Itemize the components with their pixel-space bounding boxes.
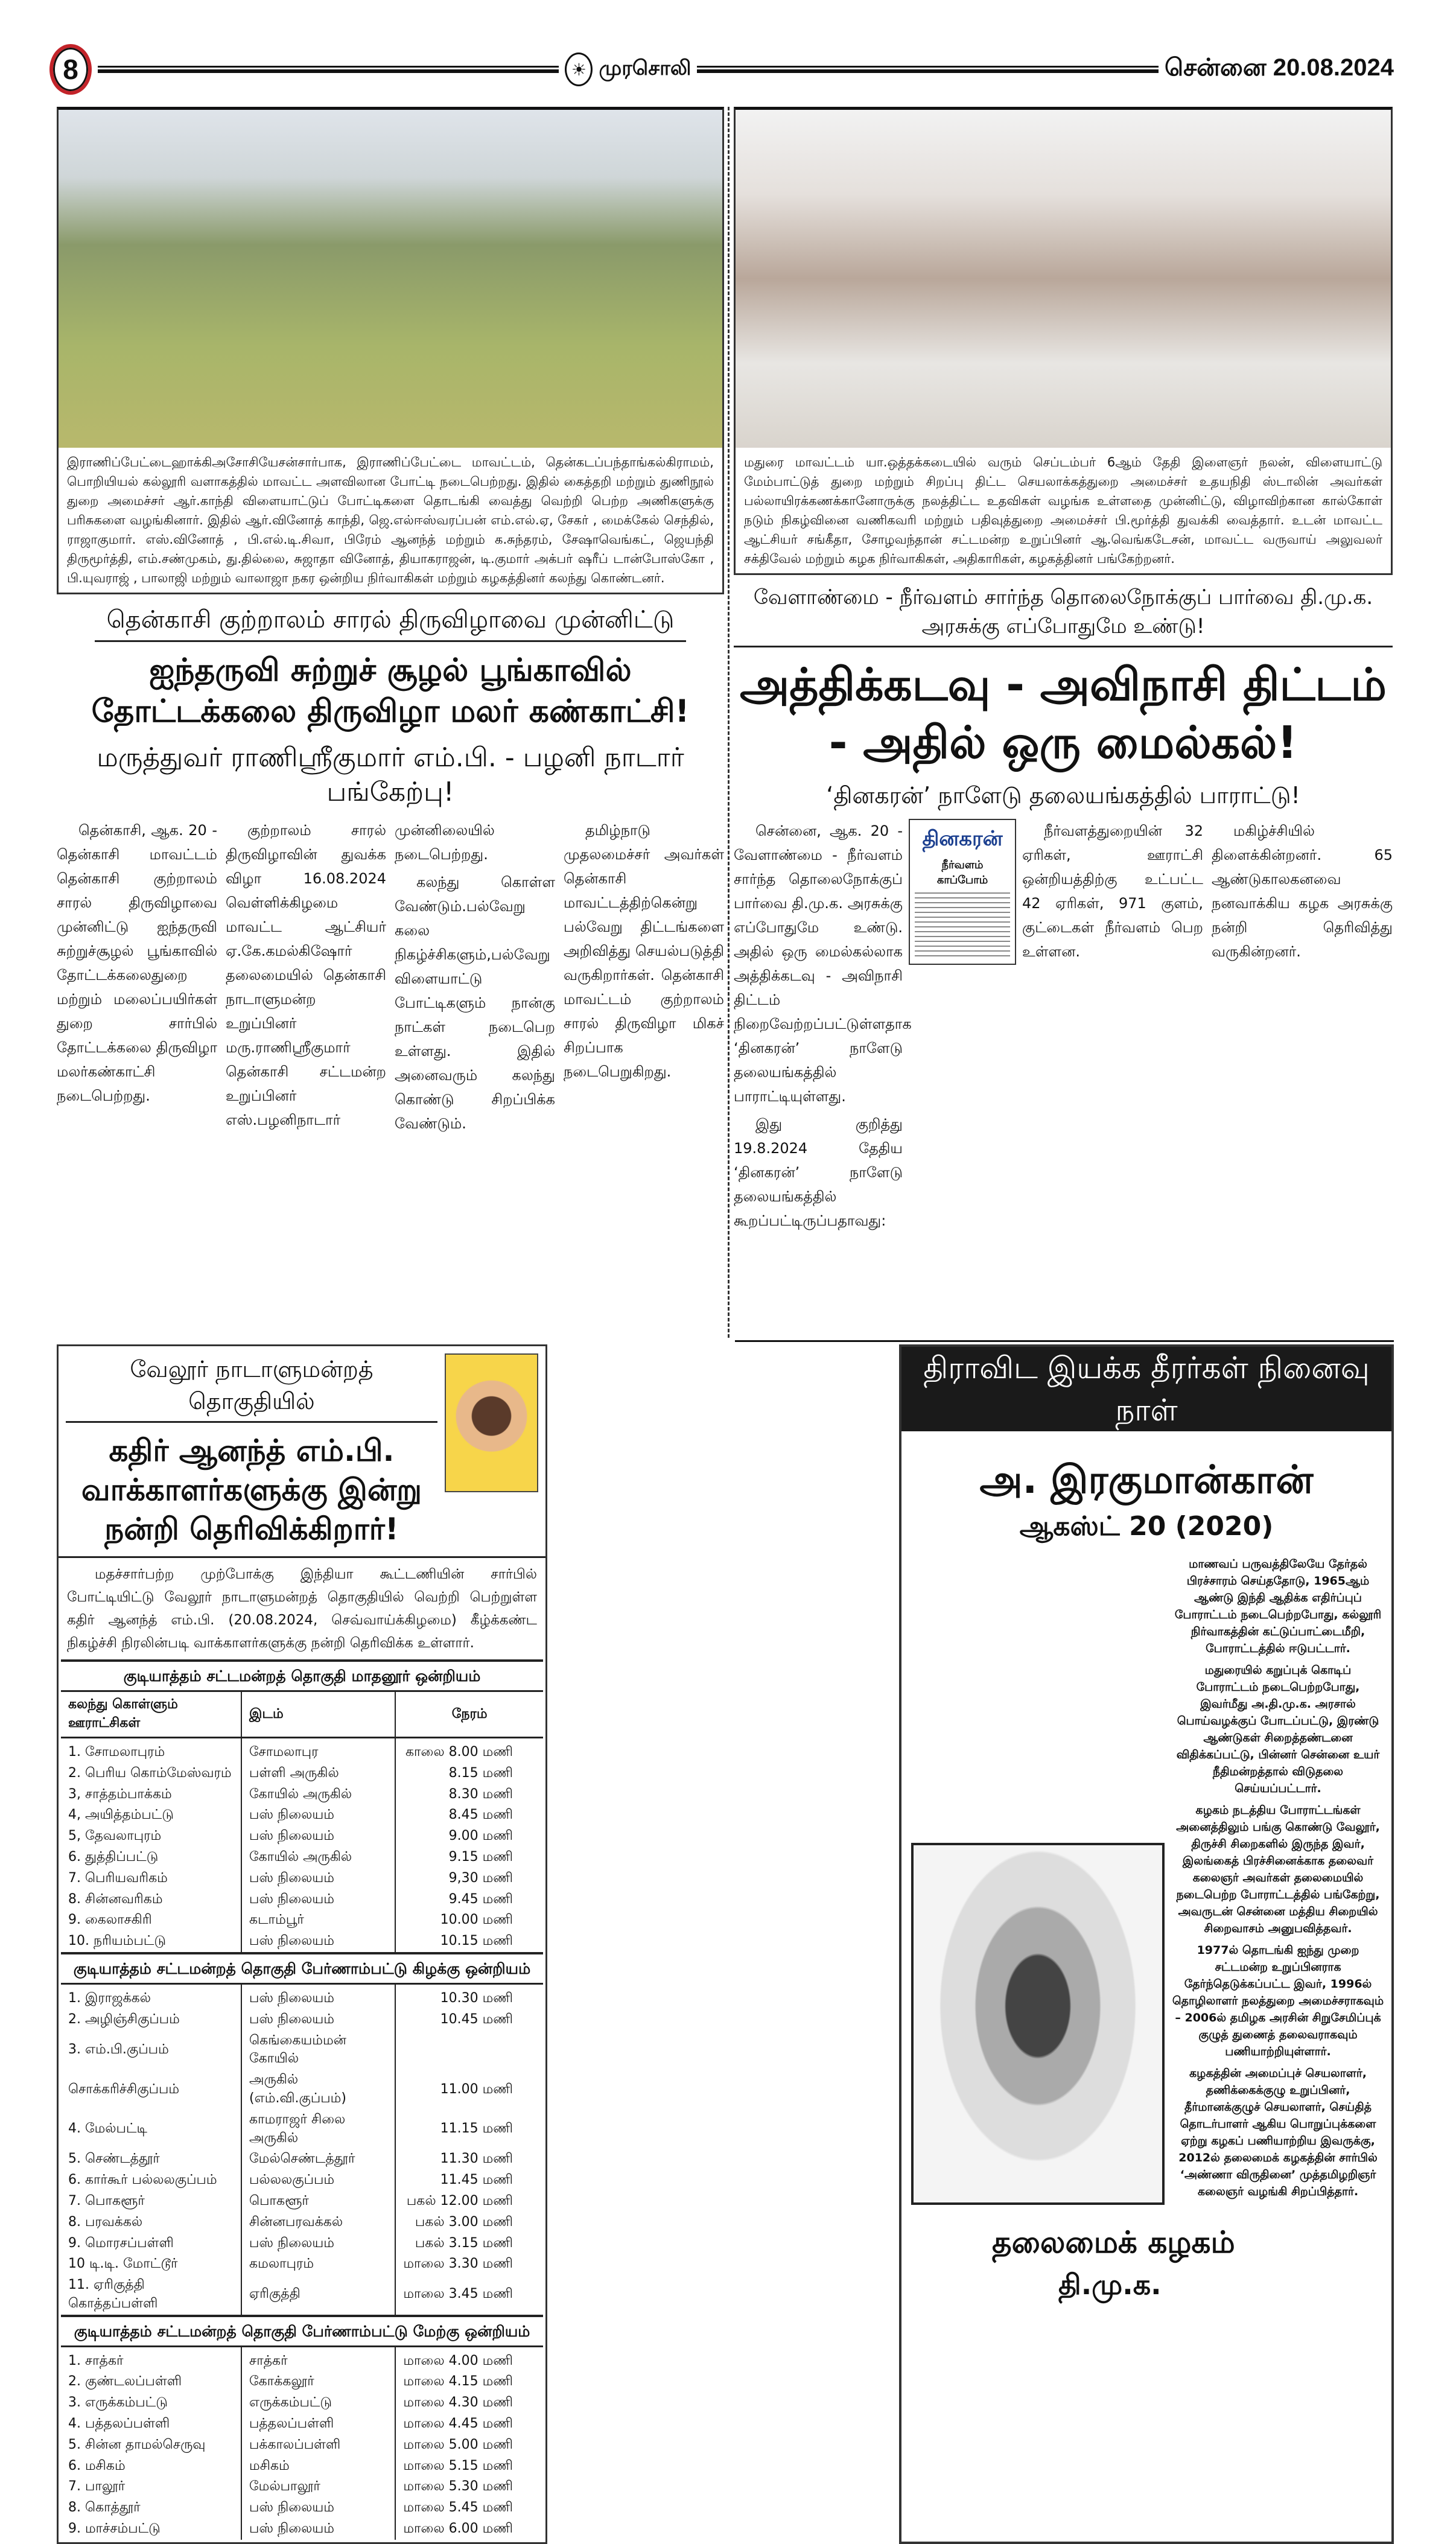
table-cell: மாலை 6.00 மணி — [403, 2521, 513, 2537]
table-row — [61, 2149, 543, 2170]
table-cell: பத்தலப்பள்ளி — [241, 2414, 395, 2435]
paragraph: சென்னை, ஆக. 20 - வேளாண்மை - நீர்வளம் சார்ந்த தொலைநோக்குப் பார்வை தி.மு.க. அரசுக்கு எப்போதுமே உண்டு. அதில் ஒரு மைல்கல்லாக அத்திக்கடவு - அவிநாசி திட்டம் நிறைவேற்றப்பட்டுள்ளதாக ‘தினகரன்’ நாளேடு தலையங்கத்தில் பாராட்டியுள்ளது. — [734, 822, 912, 1105]
table-cell: மாலை 4.45 மணி — [403, 2416, 513, 2432]
vellore-kicker: வேலூர் நாடாளுமன்றத் தொகுதியில் — [66, 1353, 437, 1423]
continued-column — [733, 1344, 893, 2544]
table-row — [61, 1763, 543, 1784]
memorial-notice — [899, 1344, 1394, 2544]
table-cell: மாலை 4.15 மணி — [403, 2374, 513, 2390]
table-cell: சின்னபரவக்கல் — [241, 2212, 395, 2233]
table-cell: பஸ் நிலையம் — [241, 2498, 395, 2519]
table-cell: கடாம்பூர் — [241, 1910, 395, 1931]
section-title: குடியாத்தம் சட்டமன்றத் தொகுதி மாதனூர் ஒன்றியம் — [61, 1661, 543, 1691]
section-title-row — [61, 1953, 543, 1984]
table-cell: 2. பெரிய கொம்மேஸ்வரம் — [61, 1763, 241, 1784]
table-cell: சொக்கரிச்சிகுப்பம் — [61, 2070, 241, 2110]
table-cell: மேல்செண்டத்தூர் — [241, 2149, 395, 2170]
table-cell: பஸ் நிலையம் — [241, 1826, 395, 1847]
table-cell: பஸ் நிலையம் — [241, 2519, 395, 2540]
table-cell: பஸ் நிலையம் — [241, 2233, 395, 2254]
dinakaran-clipping — [909, 819, 1016, 965]
table-row — [61, 1910, 543, 1931]
table-cell: பஸ் நிலையம் — [241, 2009, 395, 2030]
table-row — [61, 1737, 543, 1763]
table-cell: 7. பெரியவரிகம் — [61, 1868, 241, 1889]
page-body — [57, 107, 1394, 2544]
table-row — [61, 2030, 543, 2070]
vellore-thanks-notice — [57, 1344, 547, 2544]
dinakaran-logo: தினகரன் — [922, 826, 1003, 851]
table-cell: மேல்பாலூர் — [241, 2476, 395, 2498]
memorial-biography — [1172, 1556, 1384, 2205]
table-cell: 9. மொரசப்பள்ளி — [61, 2233, 241, 2254]
table-row — [61, 2275, 543, 2316]
table-cell: 7. பாலூர் — [61, 2476, 241, 2498]
vellore-top — [59, 1346, 545, 1556]
table-cell: பொகளூர் — [241, 2191, 395, 2212]
table-row — [61, 1784, 543, 1805]
table-row — [61, 2346, 543, 2371]
table-cell: 9. மாச்சம்பட்டு — [61, 2519, 241, 2540]
table-cell: மாலை 4.30 மணி — [403, 2395, 513, 2411]
table-cell: 2. குண்டலப்பள்ளி — [61, 2371, 241, 2393]
table-cell: பல்லலகுப்பம் — [241, 2170, 395, 2191]
tenkasi-continued-column — [555, 1344, 724, 2544]
schedule-table-wrap — [59, 1659, 545, 2542]
bio-paragraph: மாணவப் பருவத்திலேயே தேர்தல் பிரச்சாரம் செய்ததோடு, 1965ஆம் ஆண்டு இந்தி ஆதிக்க எதிர்ப்புப் போராட்டம் நடைபெற்றபோது, கல்லூரி நிர்வாகத்தின் கட்டுப்பாட்டைமீறி, போராட்டத்தில் ஈடுபட்டார். — [1174, 1557, 1382, 1656]
rising-sun-logo-icon: ☀ — [565, 52, 593, 86]
header-rule — [697, 66, 1158, 73]
table-cell: 6. கார்கூர் பல்லலகுப்பம் — [61, 2170, 241, 2191]
signatory-org: தலைமைக் கழகம் — [992, 2225, 1235, 2260]
hockey-event-photo — [59, 110, 722, 448]
table-cell: 1. இராஜக்கல் — [61, 1983, 241, 2009]
table-cell: 8. கொத்தூர் — [61, 2498, 241, 2519]
table-cell: 1. சோமலாபுரம் — [61, 1737, 241, 1763]
bio-paragraph: கழகம் நடத்திய போராட்டங்கள் அனைத்திலும் பங்கு கொண்டு வேலூர், திருச்சி சிறைகளில் இருந்த இவர், இலங்கைத் பிரச்சினைக்காக தலைவர் கலைஞர் அவர்கள் தலைமையில் நடைபெற்ற போராட்டத்தில் பங்கேற்று, அவருடன் சென்னை மத்திய சிறையில் சிறைவாசம் அனுபவித்தவர். — [1176, 1804, 1380, 1936]
table-cell: 10 டி.டி. மோட்டூர் — [61, 2254, 241, 2275]
table-cell: மாலை 5.30 மணி — [403, 2479, 513, 2495]
table-cell: 8.15 மணி — [448, 1765, 513, 1781]
table-cell: 4. பத்தலப்பள்ளி — [61, 2414, 241, 2435]
table-cell: எருக்கம்பட்டு — [241, 2393, 395, 2414]
table-cell: 8. பரவக்கல் — [61, 2212, 241, 2233]
right-column — [734, 107, 1393, 1338]
table-cell: மாலை 5.45 மணி — [403, 2500, 513, 2516]
section-title-row — [61, 2316, 543, 2347]
table-cell: பஸ் நிலையம் — [241, 1868, 395, 1889]
athikadavu-headline: அத்திக்கடவு - அவிநாசி திட்டம் - அதில் ஒரு மைல்கல்! — [740, 659, 1387, 769]
table-cell: 10.30 மணி — [440, 1990, 513, 2006]
table-cell: 11.00 மணி — [440, 2081, 513, 2097]
table-row — [61, 1847, 543, 1868]
table-row — [61, 2233, 543, 2254]
memorial-date: ஆகஸ்ட் 20 (2020) — [1019, 1511, 1274, 1542]
photo-story-madurai — [734, 107, 1393, 575]
athikadavu-subhead: ‘தினகரன்’ நாளேடு தலையங்கத்தில் பாராட்டு! — [826, 781, 1300, 809]
athikadavu-kicker: வேளாண்மை - நீர்வளம் சார்ந்த தொலைநோக்குப் பார்வை தி.மு.க. அரசுக்கு எப்போதுமே உண்டு! — [734, 584, 1393, 647]
table-cell: காலை 8.00 மணி — [405, 1744, 513, 1760]
table-cell: 10. நரியம்பட்டு — [61, 1931, 241, 1953]
table-cell: பஸ் நிலையம் — [241, 1889, 395, 1910]
table-cell: 6. மசிகம் — [61, 2456, 241, 2477]
table-cell: 10.00 மணி — [440, 1912, 513, 1928]
table-row — [61, 1931, 543, 1953]
vellore-headline: கதிர் ஆனந்த் எம்.பி. வாக்காளர்களுக்கு இன்று நன்றி தெரிவிக்கிறார்! — [81, 1433, 422, 1547]
masthead: ☀ முரசொலி — [565, 52, 691, 86]
table-row — [61, 1805, 543, 1826]
paragraph: மகிழ்ச்சியில் திளைக்கின்றனர். 65 ஆண்டுகாலகனவை நனவாக்கிய கழக அரசுக்கு நன்றி தெரிவித்து வருகின்றனர். — [1212, 822, 1393, 960]
table-row — [61, 1889, 543, 1910]
table-row — [61, 1868, 543, 1889]
photo-caption: இராணிப்பேட்டைஹாக்கிஅசோசியேசன்சார்பாக, இராணிப்பேட்டை மாவட்டம், தென்கடப்பந்தாங்கல்கிராமம், பொறியியல் கல்லூரி வளாகத்தில் மாவட்ட அளவிலான போட்டி நடைபெற்றது. இதில் கைத்தறி மற்றும் துணிநூல் துறை அமைச்சர் ஆர்.காந்தி விளையாட்டுப் போட்டிகளை தொடங்கி வைத்து வெற்றி பெற்ற அணிகளுக்கு பரிசுகளை வழங்கினார். இதில் ஆர்.வினோத் காந்தி, ஜெ.எல்ஈஸ்வரப்பன் எம்.எல்.ஏ, சேகர் , மைக்கேல் செந்தில், ராஜாகுமார். எஸ்.வினோத் , பி.எல்.டி.சிவா, பிரேம் ஆனந்த் மற்றும் க.சுந்தரம், சேஷாவெங்கட், ஜெயந்தி திருமூர்த்தி, எம்.சண்முகம், து.தில்லை, சுஜாதா வினோத், தியாகராஜன், டி.குமார் அக்பர் ஷரீப் டான்போஸ்கோ , பி.யுவராஜ் , பாலாஜி மற்றும் வாலாஜா நகர ஒன்றிய நிர்வாகிகள் மற்றும் கழகத்தினர் கலந்து கொண்டனர். — [67, 455, 714, 585]
tenkasi-subhead: மருத்துவர் ராணிஸ்ரீகுமார் எம்.பி. - பழனி நாடார் பங்கேற்பு! — [97, 742, 684, 808]
table-row — [61, 2371, 543, 2393]
athikadavu-body-row — [734, 819, 1393, 1236]
bottom-row — [57, 1344, 1394, 2544]
table-cell: 5. செண்டத்தூர் — [61, 2149, 241, 2170]
table-row — [61, 1826, 543, 1847]
bio-paragraph: 1977ல் தொடங்கி ஐந்து முறை சட்டமன்ற உறுப்பினராக தேர்ந்தெடுக்கப்பட்ட இவர், 1996ல் தொழிலாளர் நலத்துறை அமைச்சராகவும் – 2006ல் தமிழக அரசின் சிறுசேமிப்புக் குழுத் துணைத் தலைவராகவும் பணியாற்றியுள்ளார். — [1172, 1944, 1384, 2059]
table-cell: 6. துத்திப்பட்டு — [61, 1847, 241, 1868]
bio-paragraph: கழகத்தின் அமைப்புச் செயலாளர், தணிக்கைக்குழு உறுப்பினர், தீர்மானக்குழுச் செயலாளர், செய்தித் தொடர்பாளர் ஆகிய பொறுப்புக்களை ஏற்று கழகப் பணியாற்றிய இவருக்கு, 2012ல் தலைமைக் கழகத்தின் சார்பில் ‘அண்ணா விருதினை’ முத்தமிழறிஞர் கலைஞர் வழங்கி சிறப்பித்தார். — [1178, 2067, 1378, 2199]
madurai-event-photo — [736, 110, 1391, 448]
memorial-person-name: அ. இரகுமான்கான் — [979, 1458, 1314, 1503]
table-cell: அருகில் (எம்.வி.குப்பம்) — [241, 2070, 395, 2110]
table-cell: நேரம் — [395, 1691, 543, 1738]
table-row — [61, 2414, 543, 2435]
table-cell: கோக்கலூர் — [241, 2371, 395, 2393]
paragraph: நீர்வளத்துறையின் 32 ஏரிகள், ஊராட்சி ஒன்றியத்திற்கு உட்பட்ட 42 ஏரிகள், 971 குளம், குட்டைகள் நீர்வளம் பெற உள்ளன. — [1022, 822, 1203, 960]
table-cell: ஏரிகுத்தி — [241, 2275, 395, 2316]
table-cell: 10.15 மணி — [440, 1933, 513, 1949]
table-cell: 11.15 மணி — [440, 2121, 513, 2137]
paragraph: தென்காசி, ஆக. 20 - தென்காசி மாவட்டம் தென்காசி குற்றாலம் சாரல் திருவிழாவை முன்னிட்டு ஐந்தருவி சுற்றுச்சூழல் பூங்காவில் தோட்டக்கலைதுறை மற்றும் மலைப்பயிர்கள் துறை சார்பில் தோட்டக்கலை திருவிழா மலர்கண்காட்சி நடைபெற்றது. — [57, 821, 217, 1104]
issue-date: சென்னை 20.08.2024 — [1164, 54, 1394, 81]
table-cell: 9.45 மணி — [448, 1891, 513, 1907]
table-cell: பகல் 3.15 மணி — [415, 2235, 513, 2251]
page-header — [49, 42, 1394, 97]
divider — [735, 1340, 1394, 1342]
table-cell: பகல் 12.00 மணி — [406, 2193, 513, 2209]
memorial-banner: திராவிட இயக்க தீரர்கள் நினைவு நாள் — [901, 1347, 1391, 1431]
tenkasi-kicker: தென்காசி குற்றாலம் சாரல் திருவிழாவை முன்னிட்டு — [95, 603, 687, 642]
photo-story-hockey — [57, 107, 724, 594]
section-title: குடியாத்தம் சட்டமன்றத் தொகுதி பேர்ணாம்பட்டு கிழக்கு ஒன்றியம் — [61, 1953, 543, 1984]
left-column — [57, 107, 724, 1338]
section-title: குடியாத்தம் சட்டமன்றத் தொகுதி பேர்ணாம்பட்டு மேற்கு ஒன்றியம் — [61, 2316, 543, 2347]
table-cell: மாலை 3.45 மணி — [403, 2286, 513, 2302]
table-cell: 11.30 மணி — [440, 2151, 513, 2167]
table-row — [61, 2070, 543, 2110]
table-cell: 11.45 மணி — [440, 2172, 513, 2188]
table-cell: சாத்கர் — [241, 2346, 395, 2371]
table-cell: மாலை 5.00 மணி — [403, 2437, 513, 2452]
table-row — [61, 2009, 543, 2030]
paragraph: கலந்து கொள்ள வேண்டும்.பல்வேறு கலை நிகழ்ச்சிகளும்,பல்வேறு விளையாட்டு போட்டிகளும் நான்கு நாட்கள் நடைபெற உள்ளது. இதில் அனைவரும் கலந்து கொண்டு சிறப்பிக்க வேண்டும். — [395, 873, 555, 1132]
athikadavu-article-body-cont — [1022, 819, 1393, 967]
header-rule — [98, 66, 559, 73]
paragraph: குற்றாலம் சாரல் திருவிழாவின் துவக்க விழா 16.08.2024 வெள்ளிக்கிழமை மாவட்ட ஆட்சியர் ஏ.கே.கமல்கிஷோர் தலைமையில் தென்காசி நாடாளுமன்ற உறுப்பினர் மரு.ராணிஸ்ரீகுமார் தென்காசி சட்டமன்ற உறுப்பினர் எஸ்.பழனிநாடார் முன்னிலையில் நடைபெற்றது. — [226, 821, 495, 1128]
table-cell: பள்ளி அருகில் — [241, 1763, 395, 1784]
photo-caption: மதுரை மாவட்டம் யா.ஒத்தக்கடையில் வரும் செப்டம்பர் 6ஆம் தேதி இளைஞர் நலன், விளையாட்டு மேம்பாட்டுத் துறை மற்றும் சிறப்பு திட்ட செயலாக்கத்துறை அமைச்சர் உதயநிதி ஸ்டாலின் அவர்கள் பல்லாயிரக்கணக்கானோருக்கு நலத்திட்ட உதவிகள் வழங்க உள்ளதை முன்னிட்டு, விழாவிற்கான கால்கோள் நடும் நிகழ்வினை வணிகவரி மற்றும் பதிவுத்துறை அமைச்சர் பி.மூர்த்தி துவக்கி வைத்தார். உடன் மாவட்ட ஆட்சியர் சங்கீதா, சோழவந்தான் சட்டமன்ற உறுப்பினர் ஆ.வெங்கடேசன், மாவட்ட வருவாய் அலுவலர் சக்திவேல் மற்றும் கழக நிர்வாகிகள், அதிகாரிகள், கழகத்தினர் பங்கேற்றனர். — [744, 455, 1382, 566]
table-cell: சோமலாபுர — [241, 1737, 395, 1763]
table-cell: மசிகம் — [241, 2456, 395, 2477]
table-cell: கெங்கையம்மன் கோயில் — [241, 2030, 395, 2070]
table-cell: கலந்து கொள்ளும் ஊராட்சிகள் — [61, 1691, 241, 1738]
table-cell: 5, தேவலாபுரம் — [61, 1826, 241, 1847]
table-row — [61, 2476, 543, 2498]
table-cell: 2. அழிஞ்சிகுப்பம் — [61, 2009, 241, 2030]
table-row — [61, 2498, 543, 2519]
table-cell: கோயில் அருகில் — [241, 1784, 395, 1805]
table-cell: காமராஜர் சிலை அருகில் — [241, 2110, 395, 2149]
paragraph: தமிழ்நாடு முதலமைச்சர் அவர்கள் தென்காசி மாவட்டத்திற்கென்று பல்வேறு திட்டங்களை அறிவித்து செயல்படுத்தி வருகிறார்கள். தென்காசி மாவட்டம் குற்றாலம் சாரல் திருவிழா மிகச் சிறப்பாக நடைபெறுகிறது. — [564, 821, 724, 1080]
table-cell: 7. பொகளூர் — [61, 2191, 241, 2212]
table-cell: 8.30 மணி — [448, 1786, 513, 1802]
table-row — [61, 2519, 543, 2540]
table-row — [61, 2393, 543, 2414]
table-cell: பஸ் நிலையம் — [241, 1805, 395, 1826]
athikadavu-article-body — [734, 819, 912, 1236]
section-title-row — [61, 1661, 543, 1691]
top-row — [57, 107, 1394, 1338]
table-cell: மாலை 4.00 மணி — [403, 2353, 513, 2368]
table-cell: பக்காலப்பள்ளி — [241, 2435, 395, 2456]
table-cell: மாலை 3.30 மணி — [403, 2256, 513, 2272]
table-row — [61, 2435, 543, 2456]
table-cell: கமலாபுரம் — [241, 2254, 395, 2275]
table-cell: 3. எருக்கம்பட்டு — [61, 2393, 241, 2414]
tenkasi-headline: ஐந்தருவி சுற்றுச் சூழல் பூங்காவில் தோட்டக்கலை திருவிழா மலர் கண்காட்சி! — [91, 652, 690, 730]
table-cell: 3. எம்.பி.குப்பம் — [61, 2030, 241, 2070]
table-cell: 3, சாத்தம்பாக்கம் — [61, 1784, 241, 1805]
table-cell: பஸ் நிலையம் — [241, 1983, 395, 2009]
table-cell: 10.45 மணி — [440, 2011, 513, 2027]
table-row — [61, 2191, 543, 2212]
table-cell: 8. சின்னவரிகம் — [61, 1889, 241, 1910]
table-cell: 9. கைலாசகிரி — [61, 1910, 241, 1931]
table-cell: 11. ஏரிகுத்தி கொத்தப்பள்ளி — [61, 2275, 241, 2316]
candidate-photo — [445, 1353, 538, 1492]
table-cell: பஸ் நிலையம் — [241, 1931, 395, 1953]
table-row — [61, 2254, 543, 2275]
column-divider — [728, 107, 730, 1338]
table-row — [61, 2456, 543, 2477]
schedule-table — [61, 1659, 543, 2539]
clip-text — [915, 892, 1010, 959]
memorial-content — [901, 1544, 1391, 2205]
vellore-headings — [66, 1353, 437, 1549]
table-row — [61, 2170, 543, 2191]
table-cell: 8.45 மணி — [448, 1807, 513, 1823]
clip-title: நீர்வளம் காப்போம் — [936, 858, 988, 886]
table-cell: 4. மேல்பட்டி — [61, 2110, 241, 2149]
table-cell: 4, அயித்தம்பட்டு — [61, 1805, 241, 1826]
table-row — [61, 2212, 543, 2233]
table-cell: மாலை 5.15 மணி — [403, 2458, 513, 2473]
table-row — [61, 2110, 543, 2149]
table-header-row — [61, 1691, 543, 1738]
paragraph: இது குறித்து 19.8.2024 தேதிய ‘தினகரன்’ நாளேடு தலையங்கத்தில் கூறப்பட்டிருப்பதாவது: — [734, 1115, 903, 1229]
table-row — [61, 1983, 543, 2009]
table-cell: 9.00 மணி — [448, 1828, 513, 1844]
table-cell: பகல் 3.00 மணி — [415, 2214, 513, 2230]
table-cell: 5. சின்ன தாமல்செருவு — [61, 2435, 241, 2456]
vellore-intro: மதச்சார்பற்ற முற்போக்கு இந்தியா கூட்டணியின் சார்பில் போட்டியிட்டு வேலூர் நாடாளுமன்றத் தொகுதியில் வெற்றி பெற்றுள்ள கதிர் ஆனந்த் எம்.பி. (20.08.2024, செவ்வாய்க்கிழமை) கீழ்க்கண்ட நிகழ்ச்சி நிரலின்படி வாக்காளர்களுக்கு நன்றி தெரிவிக்க உள்ளார். — [59, 1556, 545, 1659]
table-cell — [395, 2030, 543, 2070]
table-cell: 9,30 மணி — [448, 1870, 513, 1886]
table-cell: 9.15 மணி — [448, 1849, 513, 1865]
page-number: 8 — [49, 44, 92, 95]
tenkasi-article-body — [57, 818, 724, 1136]
signatory-party: தி.மு.க. — [1058, 2268, 1162, 2301]
table-cell: இடம் — [241, 1691, 395, 1738]
bio-paragraph: மதுரையில் கறுப்புக் கொடிப் போராட்டம் நடைபெற்றபோது, இவர்மீது அ.தி.மு.க. அரசால் பொய்வழக்குப் போடப்பட்டு, இரண்டு ஆண்டுகள் சிறைத்தண்டனை விதிக்கப்பட்டு, பின்னர் சென்னை உயர் நீதிமன்றத்தால் விடுதலை செய்யப்பட்டார். — [1176, 1664, 1380, 1796]
memorial-portrait — [911, 1843, 1165, 2205]
table-cell: கோயில் அருகில் — [241, 1847, 395, 1868]
table-cell: 1. சாத்கர் — [61, 2346, 241, 2371]
